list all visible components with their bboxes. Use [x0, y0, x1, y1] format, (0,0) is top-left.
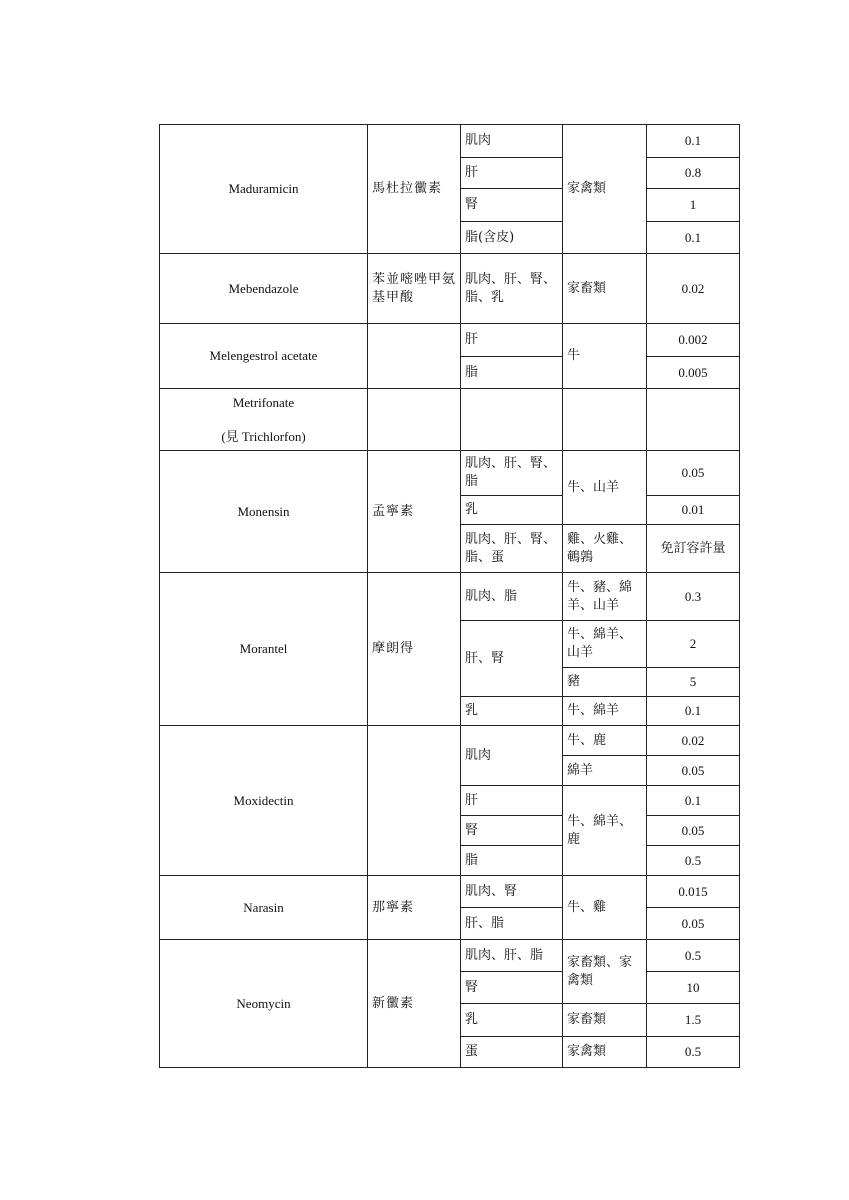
- drug-name-en: Morantel: [160, 573, 368, 726]
- table-row: [160, 324, 740, 357]
- tissue-cell: [461, 451, 563, 496]
- tissue-cell: 脂: [461, 357, 563, 389]
- limit-value: 0.1: [647, 697, 740, 726]
- tissue-cell: 肌肉、肝、脂: [461, 940, 563, 972]
- tissue-cell: 蛋: [461, 1037, 563, 1068]
- species-text: 牛、豬、綿羊、山羊: [567, 579, 633, 613]
- table-row: [160, 876, 740, 908]
- see-also-note: (見 Trichlorfon): [221, 428, 306, 444]
- empty-cell: [461, 389, 563, 451]
- tissue-cell: 肌肉: [461, 726, 563, 786]
- species-cell: [563, 573, 647, 621]
- limit-value: 0.1: [647, 222, 740, 254]
- species-text: 牛、綿羊、鹿: [567, 813, 633, 847]
- tissue-cell: 肝、脂: [461, 908, 563, 940]
- limit-value: 5: [647, 668, 740, 697]
- species-text: 牛、綿羊、山羊: [567, 627, 633, 660]
- tissue-text: 肌肉、肝、腎、脂、乳: [465, 271, 557, 305]
- limit-value: 0.02: [647, 254, 740, 324]
- tissue-cell: 乳: [461, 1004, 563, 1037]
- drug-name-zh: [368, 726, 461, 876]
- species-cell: 牛、雞: [563, 876, 647, 940]
- drug-name-en: Narasin: [160, 876, 368, 940]
- species-cell: 綿羊: [563, 756, 647, 786]
- limit-value: 10: [647, 972, 740, 1004]
- table-row: [160, 573, 740, 621]
- species-cell: 豬: [563, 668, 647, 697]
- limit-value: 免訂容許量: [647, 525, 740, 573]
- tissue-cell: 肝: [461, 158, 563, 189]
- limit-value: 0.015: [647, 876, 740, 908]
- drug-name-zh: 孟寧素: [368, 451, 461, 573]
- drug-name-en: Melengestrol acetate: [160, 324, 368, 389]
- species-cell: [563, 525, 647, 573]
- species-cell: [563, 621, 647, 668]
- drug-name-zh: [368, 324, 461, 389]
- limit-value: 0.05: [647, 451, 740, 496]
- drug-name-en: Monensin: [160, 451, 368, 573]
- limit-value: 2: [647, 621, 740, 668]
- tissue-cell: 脂(含皮): [461, 222, 563, 254]
- limit-value: 0.5: [647, 940, 740, 972]
- tissue-cell: 肝: [461, 324, 563, 357]
- limit-value: 1.5: [647, 1004, 740, 1037]
- table-row: [160, 726, 740, 756]
- limit-value: 0.002: [647, 324, 740, 357]
- limit-value: 0.5: [647, 1037, 740, 1068]
- drug-name-en: Neomycin: [160, 940, 368, 1068]
- species-cell: 家畜類: [563, 1004, 647, 1037]
- tissue-cell: 肌肉: [461, 125, 563, 158]
- tissue-cell: 乳: [461, 496, 563, 525]
- species-text: 雞、火雞、鵪鶉: [567, 531, 633, 565]
- drug-name-zh: 摩朗得: [368, 573, 461, 726]
- limit-value: 0.3: [647, 573, 740, 621]
- species-text: 家畜類、家禽類: [567, 954, 633, 988]
- limit-value: 0.02: [647, 726, 740, 756]
- table-row: [160, 125, 740, 158]
- empty-cell: [563, 389, 647, 451]
- species-cell: [563, 940, 647, 1004]
- species-cell: [563, 786, 647, 876]
- limit-value: 0.005: [647, 357, 740, 389]
- drug-name-en: [160, 389, 368, 451]
- limit-value: 0.1: [647, 786, 740, 816]
- tissue-cell: 肌肉、脂: [461, 573, 563, 621]
- drug-name-en: Maduramicin: [160, 125, 368, 254]
- species-cell: 牛、綿羊: [563, 697, 647, 726]
- drug-name-en-line: Metrifonate: [232, 394, 295, 410]
- limit-value: 0.8: [647, 158, 740, 189]
- drug-name-zh: 馬杜拉黴素: [368, 125, 461, 254]
- tissue-cell: 腎: [461, 189, 563, 222]
- table-row: [160, 254, 740, 324]
- tissue-cell: 脂: [461, 846, 563, 876]
- tissue-cell: 腎: [461, 972, 563, 1004]
- drug-name-en: Mebendazole: [160, 254, 368, 324]
- tissue-cell: [461, 254, 563, 324]
- table-row: [160, 389, 740, 451]
- limit-value: 0.1: [647, 125, 740, 158]
- drug-name-zh-text: 苯並嘧唑甲氨基甲酸: [372, 271, 457, 305]
- limit-value: 0.05: [647, 816, 740, 846]
- table-row: [160, 940, 740, 972]
- tissue-cell: 肝、腎: [461, 621, 563, 697]
- tissue-cell: [461, 525, 563, 573]
- tissue-cell: 腎: [461, 816, 563, 846]
- table-row: [160, 451, 740, 496]
- species-cell: 家禽類: [563, 125, 647, 254]
- drug-name-zh: [368, 254, 461, 324]
- species-cell: 牛、山羊: [563, 451, 647, 525]
- tissue-text: 肌肉、肝、腎、脂: [465, 456, 557, 489]
- tissue-cell: 肌肉、腎: [461, 876, 563, 908]
- empty-cell: [368, 389, 461, 451]
- tissue-cell: 乳: [461, 697, 563, 726]
- limit-value: 0.05: [647, 908, 740, 940]
- tissue-cell: 肝: [461, 786, 563, 816]
- residue-limit-table: [159, 124, 740, 1068]
- drug-name-en: Moxidectin: [160, 726, 368, 876]
- empty-cell: [647, 389, 740, 451]
- drug-name-zh: 那寧素: [368, 876, 461, 940]
- limit-value: 0.01: [647, 496, 740, 525]
- limit-value: 1: [647, 189, 740, 222]
- species-cell: 牛、鹿: [563, 726, 647, 756]
- tissue-text: 肌肉、肝、腎、脂、蛋: [465, 531, 557, 565]
- species-cell: 牛: [563, 324, 647, 389]
- species-cell: 家畜類: [563, 254, 647, 324]
- limit-value: 0.05: [647, 756, 740, 786]
- species-cell: 家禽類: [563, 1037, 647, 1068]
- drug-name-zh: 新黴素: [368, 940, 461, 1068]
- limit-value: 0.5: [647, 846, 740, 876]
